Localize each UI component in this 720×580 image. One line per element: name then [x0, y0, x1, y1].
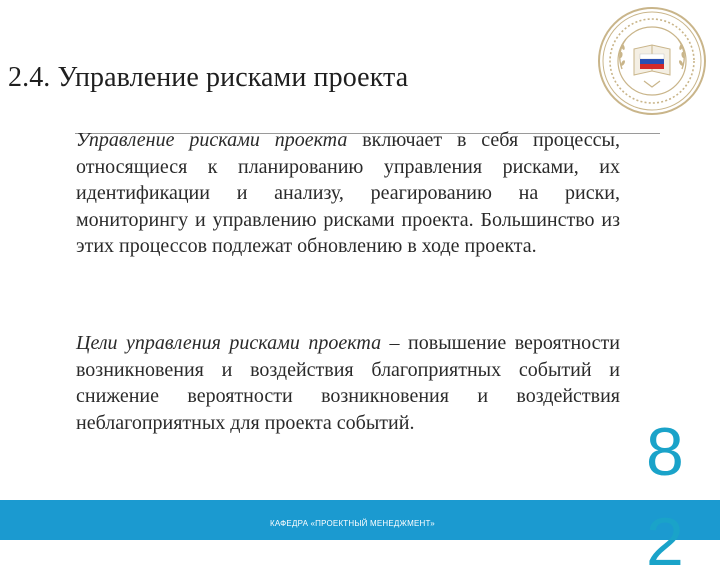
paragraph-text: – повышение вероятности возникновения и воздействия благоприятных событий и снижение вероятности возникновения и воздействия неблагоприятных для проекта событий. — [76, 332, 620, 434]
footer-department: КАФЕДРА «ПРОЕКТНЫЙ МЕНЕДЖМЕНТ» — [270, 519, 435, 528]
paragraph-risk-management — [76, 127, 620, 260]
paragraph-lead: Управление рисками проекта — [76, 129, 348, 151]
university-seal-icon — [596, 5, 708, 117]
paragraph-lead: Цели управления рисками проекта — [76, 332, 382, 354]
paragraph-risk-goals — [76, 330, 620, 436]
page-number: 8 — [646, 414, 684, 490]
page-number-overflow: 2 — [646, 504, 684, 580]
paragraph-text: включает в себя процессы, относящиеся к планированию управления рисками, их идентификации и анализу, реагированию на риски, мониторингу и управлению рисками проекта. Большинство из этих процессов подлежат обновлению в ходе проекта. — [76, 129, 620, 257]
slide-title: 2.4. Управление рисками проекта — [8, 62, 409, 93]
